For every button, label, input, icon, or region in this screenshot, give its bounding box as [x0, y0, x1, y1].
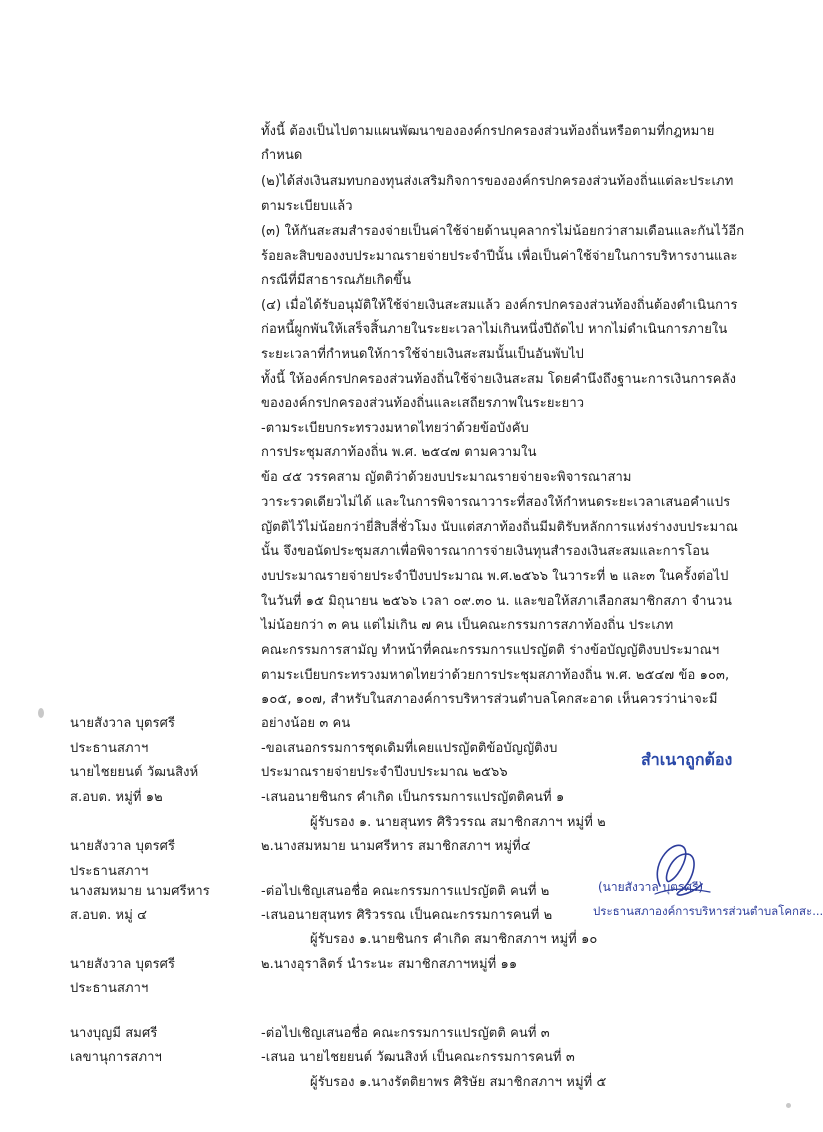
- body-line: ๒.นางสมหมาย นามศรีหาร สมาชิกสภาฯ หมู่ที่๔: [261, 839, 531, 854]
- body-line: -ต่อไปเชิญเสนอชื่อ คณะกรรมการแปรญัตติ คนที่ ๒: [261, 884, 550, 899]
- speaker-role: ส.อบต. หมู่ที่ ๑๒: [70, 790, 163, 805]
- body-line: ในวันที่ ๑๕ มิถุนายน ๒๕๖๖ เวลา ๐๙.๓๐ น. และขอให้สภาเลือกสมาชิกสภา จำนวน: [261, 594, 732, 609]
- body-line: ตามระเบียบกระทรวงมหาดไทยว่าด้วยการประชุมสภาท้องถิ่น พ.ศ. ๒๕๔๗ ข้อ ๑๐๓,: [261, 668, 730, 683]
- body-line: -ต่อไปเชิญเสนอชื่อ คณะกรรมการแปรญัตติ คนที่ ๓: [261, 1026, 550, 1041]
- body-line: ผู้รับรอง ๑.นางรัตติยาพร ศิริษัย สมาชิกสภาฯ หมู่ที่ ๕: [310, 1075, 607, 1090]
- scan-speck: [38, 708, 44, 718]
- body-line: วาระรวดเดียวไม่ได้ และในการพิจารณาวาระที่สองให้กำหนดระยะเวลาเสนอคำแปร: [261, 495, 731, 510]
- signer-name: (นายสังวาล บุตรศรี): [598, 880, 704, 894]
- speaker-role: ประธานสภาฯ: [70, 864, 149, 879]
- body-line: ไม่น้อยกว่า ๓ คน แต่ไม่เกิน ๗ คน เป็นคณะกรรมการสภาท้องถิ่น ประเภท: [261, 618, 674, 633]
- body-line: ขององค์กรปกครองส่วนท้องถิ่นและเสถียรภาพในระยะยาว: [261, 396, 585, 411]
- body-line: ๑๐๕, ๑๐๗, สำหรับในสภาองค์การบริหารส่วนตำบลโคกสะอาด เห็นควรว่าน่าจะมี: [261, 692, 718, 707]
- body-line: -เสนอ นายไชยยนต์ วัฒนสิงห์ เป็นคณะกรรมการคนที่ ๓: [261, 1050, 575, 1065]
- body-line: ข้อ ๔๕ วรรคสาม ญัตติว่าด้วยงบประมาณรายจ่ายจะพิจารณาสาม: [261, 470, 632, 485]
- body-line: ก่อหนี้ผูกพันให้เสร็จสิ้นภายในระยะเวลาไม่เกินหนึ่งปีถัดไป หากไม่ดำเนินการภายใน: [261, 322, 728, 337]
- body-line: ผู้รับรอง ๑. นายสุนทร ศิริวรรณ สมาชิกสภาฯ หมู่ที่ ๒: [310, 815, 606, 830]
- body-line: กรณีที่มีสาธารณภัยเกิดขึ้น: [261, 273, 412, 288]
- body-line: นั้น จึงขอนัดประชุมสภาเพื่อพิจารณาการจ่ายเงินทุนสำรองเงินสะสมและการโอน: [261, 544, 710, 559]
- body-line: ญัตติไว้ไม่น้อยกว่ายี่สิบสี่ชั่วโมง นับแต่สภาท้องถิ่นมีมติรับหลักการแห่งร่างงบประมาณ: [261, 520, 738, 535]
- body-line: ร้อยละสิบของงบประมาณรายจ่ายประจำปีนั้น เพื่อเป็นค่าใช้จ่ายในการบริหารงานและ: [261, 249, 738, 264]
- signer-title: ประธานสภาองค์การบริหารส่วนตำบลโคกสะ...: [593, 904, 823, 918]
- body-line: ประมาณรายจ่ายประจำปีงบประมาณ ๒๕๖๖: [261, 765, 508, 780]
- body-line: การประชุมสภาท้องถิ่น พ.ศ. ๒๕๔๗ ตามความใน: [261, 445, 537, 460]
- body-line: งบประมาณรายจ่ายประจำปีงบประมาณ พ.ศ.๒๕๖๖ ในวาระที่ ๒ และ๓ ในครั้งต่อไป: [261, 569, 729, 584]
- speaker-role: ส.อบต. หมู่ ๔: [70, 908, 148, 923]
- speaker-name: นายสังวาล บุตรศรี: [70, 957, 176, 972]
- body-line: -เสนอนายสุนทร ศิริวรรณ เป็นคณะกรรมการคนที่ ๒: [261, 908, 553, 923]
- scan-speck: [786, 1103, 791, 1108]
- certified-copy-stamp: สำเนาถูกต้อง: [641, 750, 733, 769]
- speaker-role: ประธานสภาฯ: [70, 741, 149, 756]
- speaker-name: นายสังวาล บุตรศรี: [70, 716, 176, 731]
- body-line: (๓) ให้กันสะสมสำรองจ่ายเป็นค่าใช้จ่ายด้านบุคลากรไม่น้อยกว่าสามเดือนและกันไว้อีก: [261, 224, 745, 239]
- body-line: ๒.นางอุราลิตร์ นำระนะ สมาชิกสภาฯหมู่ที่ ๑๑: [261, 957, 518, 972]
- speaker-name: นายไชยยนต์ วัฒนสิงห์: [70, 765, 199, 780]
- body-line: อย่างน้อย ๓ คน: [261, 716, 351, 731]
- speaker-role: เลขานุการสภาฯ: [70, 1050, 162, 1065]
- body-line: ตามระเบียบแล้ว: [261, 199, 353, 214]
- body-line: คณะกรรมการสามัญ ทำหน้าที่คณะกรรมการแปรญัตติ ร่างข้อบัญญัติงบประมาณฯ: [261, 643, 720, 658]
- speaker-name: นางสมหมาย นามศรีหาร: [70, 884, 210, 899]
- speaker-name: นางบุญมี สมศรี: [70, 1026, 158, 1041]
- speaker-role: ประธานสภาฯ: [70, 981, 149, 996]
- speaker-name: นายสังวาล บุตรศรี: [70, 839, 176, 854]
- body-line: (๔) เมื่อได้รับอนุมัติให้ใช้จ่ายเงินสะสมแล้ว องค์กรปกครองส่วนท้องถิ่นต้องดำเนินการ: [261, 298, 738, 313]
- body-line: -ตามระเบียบกระทรวงมหาดไทยว่าด้วยข้อบังคับ: [261, 421, 529, 436]
- body-line: ทั้งนี้ ให้องค์กรปกครองส่วนท้องถิ่นใช้จ่ายเงินสะสม โดยคำนึงถึงฐานะการเงินการคลัง: [261, 372, 737, 387]
- body-line: -ขอเสนอกรรมการชุดเดิมที่เคยแปรญัตติข้อบัญญัติงบ: [261, 741, 558, 756]
- body-line: (๒)ได้ส่งเงินสมทบกองทุนส่งเสริมกิจการขององค์กรปกครองส่วนท้องถิ่นแต่ละประเภท: [261, 174, 734, 189]
- body-line: กำหนด: [261, 148, 303, 163]
- body-line: ผู้รับรอง ๑.นายชินกร คำเกิด สมาชิกสภาฯ หมู่ที่ ๑๐: [310, 932, 598, 947]
- body-line: ระยะเวลาที่กำหนดให้การใช้จ่ายเงินสะสมนั้นเป็นอันพับไป: [261, 347, 584, 362]
- body-line: ทั้งนี้ ต้องเป็นไปตามแผนพัฒนาขององค์กรปกครองส่วนท้องถิ่นหรือตามที่กฎหมาย: [261, 124, 715, 139]
- body-line: -เสนอนายชินกร คำเกิด เป็นกรรมการแปรญัตติคนที่ ๑: [261, 790, 565, 805]
